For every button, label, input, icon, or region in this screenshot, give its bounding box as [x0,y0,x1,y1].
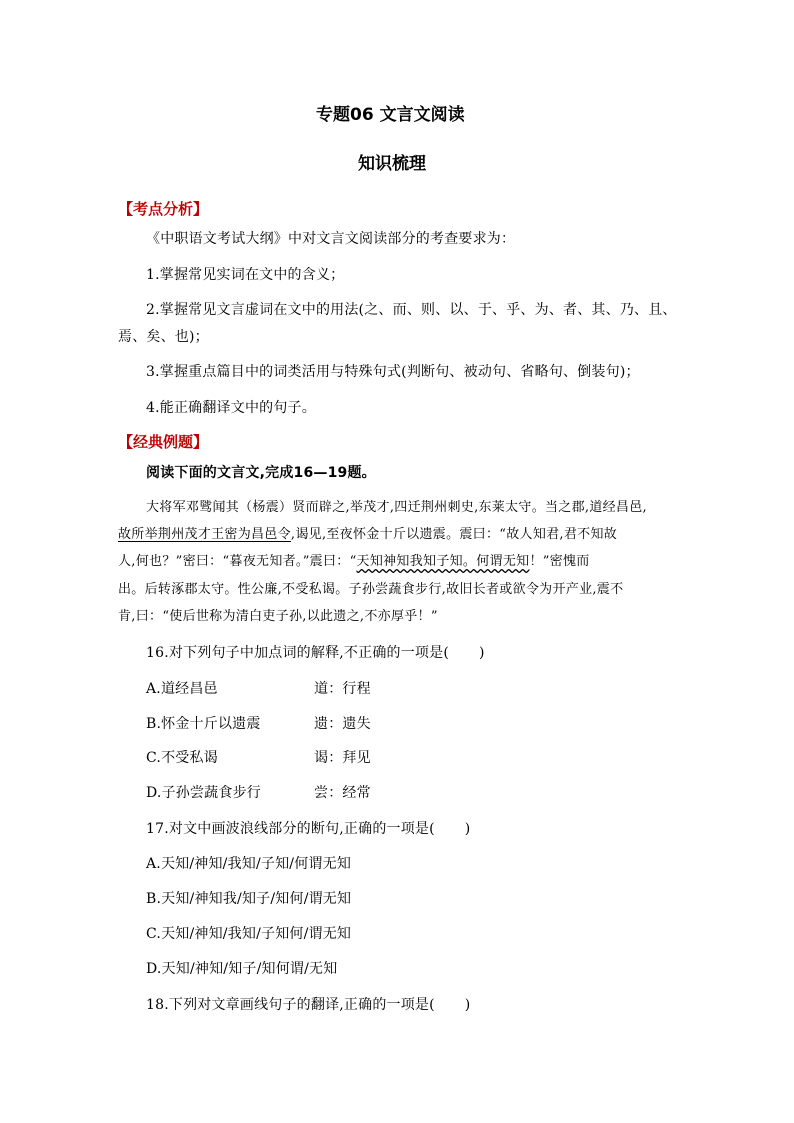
section-heading-examples: 【经典例题】 [118,433,209,451]
option-meaning: 道：行程 [314,681,371,697]
passage-line-2 [118,523,617,542]
requirement-1: 1.掌握常见实词在文中的含义； [146,267,345,283]
passage-text: ！”密愧而 [529,554,590,569]
passage-text: 肯,曰：“使后世称为清白吏子孙,以此遗之,不亦厚乎！” [118,609,438,624]
option-text: C.不受私谒 [146,750,218,766]
answer-paren: ) [464,821,471,837]
q17-option-c: C.天知/神知/我知/子知何/谓无知 [146,926,352,942]
option-text: A.道经昌邑 [146,681,218,697]
option-text: B.怀金十斤以遗震 [146,716,261,732]
page-title: 专题06 文言文阅读 [316,105,465,125]
answer-paren: ) [464,997,471,1013]
requirement-3: 3.掌握重点篇目中的词类活用与特殊句式(判断句、被动句、省略句、倒装句)； [146,364,640,380]
passage-text: 大将军邓骘闻其（杨震）贤而辟之,举茂才,四迁荆州刺史,东莱太守。当之郡,道经昌邑, [146,500,647,515]
q17-option-d: D.天知/神知/知子/知何谓/无知 [146,961,338,977]
answer-paren: ) [478,645,485,661]
passage-line-1 [146,496,647,515]
q16-option-d [146,782,546,802]
intro-text: 《中职语文考试大纲》中对文言文阅读部分的考查要求为： [146,231,516,247]
question-text: 16.对下列句子中加点词的解释,不正确的一项是( [146,645,449,661]
requirement-2-line-2: 焉、矣、也)； [118,329,209,345]
section-heading-analysis: 【考点分析】 [118,200,209,218]
question-18-stem [146,994,470,1014]
passage-line-4 [118,578,623,597]
question-text: 18.下列对文章画线句子的翻译,正确的一项是( [146,997,435,1013]
q16-option-c [146,747,546,767]
question-17-stem [146,818,470,838]
requirement-4: 4.能正确翻译文中的句子。 [146,400,316,416]
wavy-underlined-sentence: 天知神知我知子知。何谓无知 [356,554,530,569]
question-text: 17.对文中画波浪线部分的断句,正确的一项是( [146,821,435,837]
passage-text: 人,何也？”密曰：“暮夜无知者。”震曰：“ [118,554,357,569]
q17-option-a: A.天知/神知/我知/子知/何谓无知 [146,856,352,872]
passage-line-3 [118,550,590,569]
requirement-2-line-1: 2.掌握常见文言虚词在文中的用法(之、而、则、以、于、乎、为、者、其、乃、且、 [146,302,677,318]
passage-line-5 [118,605,438,624]
q17-option-b: B.天知/神知我/知子/知何/谓无知 [146,891,352,907]
reading-instruction: 阅读下面的文言文,完成16—19题。 [146,465,376,481]
option-text: D.子孙尝蔬食步行 [146,785,261,801]
option-meaning: 谒：拜见 [314,750,371,766]
page-subtitle: 知识梳理 [358,154,426,174]
q16-option-a [146,678,546,698]
q16-option-b [146,713,546,733]
option-meaning: 遗：遗失 [314,716,371,732]
passage-text: 出。后转涿郡太守。性公廉,不受私谒。子孙尝蔬食步行,故旧长者或欲令为开产业,震不 [118,582,624,597]
underlined-sentence: 故所举荆州茂才王密为昌邑令 [118,527,291,542]
question-16-stem [146,642,485,662]
option-meaning: 尝：经常 [314,785,371,801]
passage-text: ,谒见,至夜怀金十斤以遗震。震曰：“故人知君,君不知故 [290,527,618,542]
